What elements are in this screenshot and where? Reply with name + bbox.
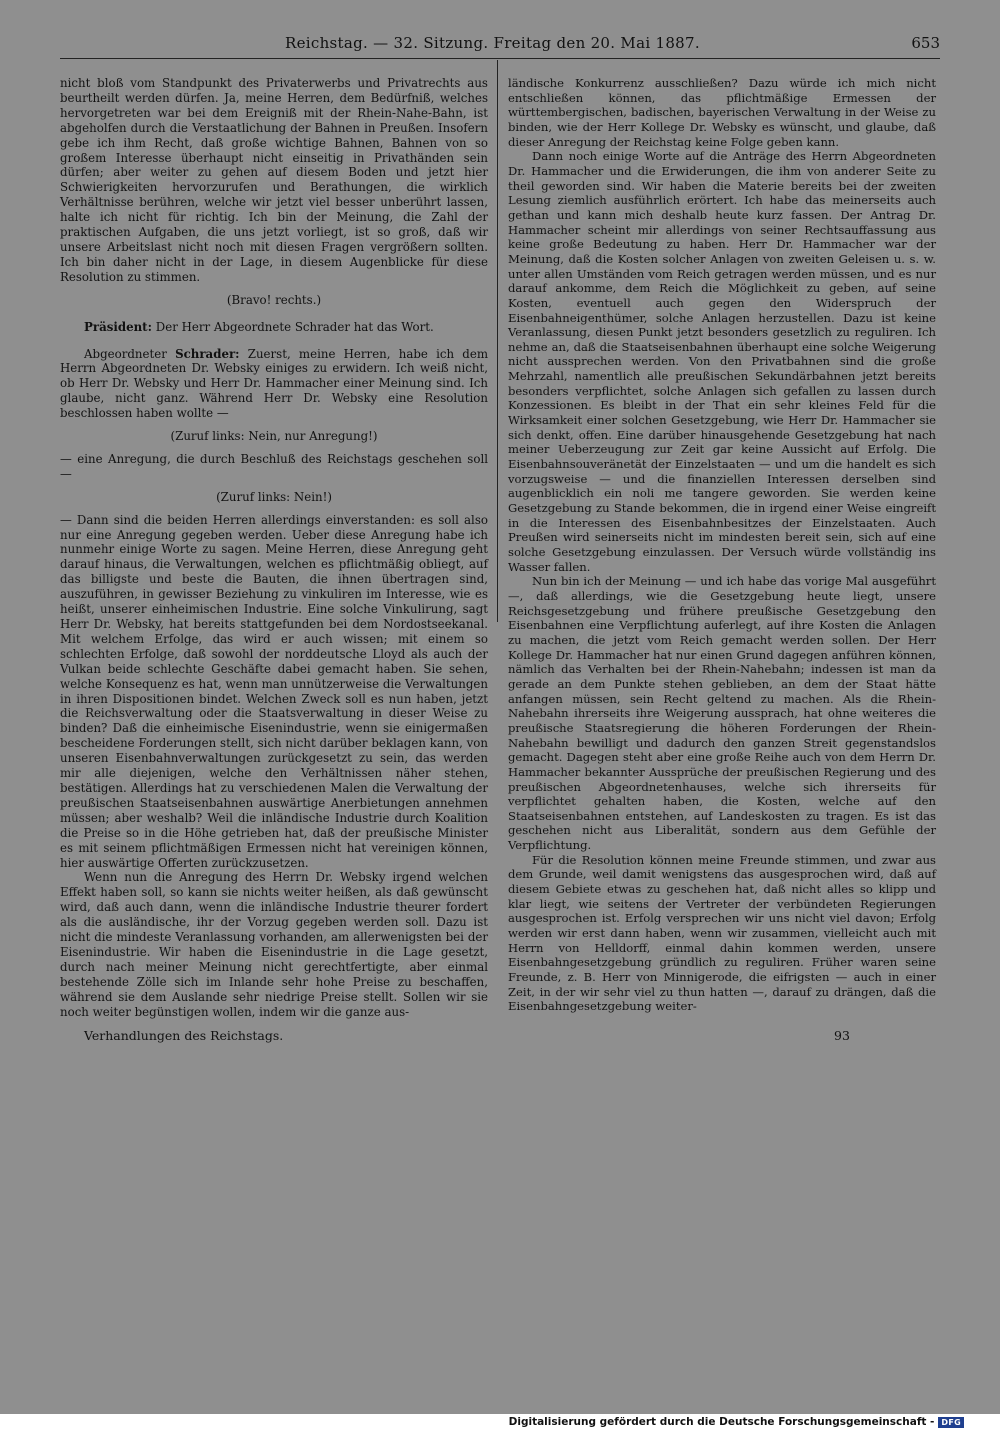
- interjection: (Zuruf links: Nein, nur Anregung!): [170, 429, 378, 444]
- dfg-logo: DFG: [938, 1417, 964, 1428]
- header-rule: [60, 58, 940, 59]
- interjection: (Bravo! rechts.): [226, 292, 322, 307]
- running-title: Reichstag. — 32. Sitzung. Freitag den 20. Mai 1887.: [285, 34, 700, 52]
- page-number: 653: [911, 34, 940, 52]
- president-statement: [60, 320, 488, 335]
- speech-start: [60, 347, 488, 422]
- paragraph: Nun bin ich der Meinung — und ich habe das vorige Mal ausgeführt —, daß allerdings, wie die Gesetzgebung heute liegt, unsere Reichsgesetzgebung und frühere preußische Gesetzgebung den Eisenbahnen eine Verpflichtung auferlegt, auf ihre Kosten die Anlagen zu machen, die jetzt vom Reich gemacht werden sollen. Der Herr Kollege Dr. Hammacher hat nur einen Grund dagegen anführen können, nämlich das Verhalten bei der Rhein-Nahebahn; indessen ist man da gerade an dem Punkte stehen geblieben, an dem der Staat hätte anfangen müssen, sein Recht geltend zu machen. Als die Rhein-Nahebahn ihrerseits ihre Weigerung aussprach, hat ohne weiteres die preußische Staatsregierung die höheren Forderungen der Rhein-Nahebahn bewilligt und dadurch den ganzen Streit gegenstandslos gemacht. Dagegen steht aber eine große Reihe auch von dem Herrn Dr. Hammacher bekannter Aussprüche der preußischen Regierung und des preußischen Abgeordnetenhauses, welche sich ihrerseits für verpflichtet gehalten haben, die Kosten, welche auf den Staatseisenbahnen entstehen, auf Landeskosten zu tragen. Es ist das geschehen nicht aus Liberalität, sondern aus dem Gefühle der Verpflichtung.: [508, 574, 936, 853]
- speaker-name: Schrader:: [175, 346, 240, 361]
- speech-text: Zuerst, meine Herren, habe ich dem Herrn Abgeordneten Dr. Websky einiges zu erwidern. Ich weiß nicht, ob Herr Dr. Websky und Herr Dr. Hammacher einer Meinung sind. Ich glaube, nicht ganz. Während Herr Dr. Websky eine Resolution beschlossen haben wollte —: [60, 346, 489, 421]
- signature-mark: 93: [834, 1028, 850, 1043]
- speaker-label: Präsident:: [84, 319, 152, 334]
- column-divider: [497, 60, 498, 622]
- paragraph: Für die Resolution können meine Freunde stimmen, und zwar aus dem Grunde, weil damit wenigstens das ausgesprochen wird, daß auf diesem Gebiete etwas zu geschehen hat, daß nicht alles so klipp und klar liegt, wie seitens der Vertreter der verbündeten Regierungen ausgesprochen ist. Erfolg versprechen wir uns nicht viel davon; Erfolg werden wir erst dann haben, wenn wir zusammen, vielleicht auch mit Herrn von Helldorff, einmal dahin kommen werden, unsere Eisenbahngesetzgebung gründlich zu reguliren. Früher waren seine Freunde, z. B. Herr von Minnigerode, die eifrigsten — auch in einer Zeit, in der wir sehr viel zu thun hatten —, darauf zu drängen, daß die Eisenbahngesetzgebung weiter-: [508, 852, 936, 1014]
- interjection: (Zuruf links: Nein!): [216, 489, 332, 504]
- paragraph: Dann noch einige Worte auf die Anträge des Herrn Abgeordneten Dr. Hammacher und die Erwiderungen, die ihm von anderer Seite zu theil geworden sind. Wir haben die Materie bereits bei der zweiten Lesung ziemlich ausführlich erörtert. Ich habe das meinerseits auch gethan und kann mich deshalb heute kurz fassen. Der Antrag Dr. Hammacher scheint mir allerdings von seiner Rechtsauffassung aus keine große Bedeutung zu haben. Herr Dr. Hammacher war der Meinung, daß die Kosten solcher Anlagen von zweiten Geleisen u. s. w. unter allen Umständen vom Reich getragen werden müssen, und es nur darauf ankomme, dem Reich die Möglichkeit zu geben, auf seine Kosten, eventuell auch gegen den Widerspruch der Eisenbahneigenthümer, solche Anlagen herzustellen. Dazu ist keine Veranlassung, diesen Punkt jetzt besonders gesetzlich zu reguliren. Ich nehme an, daß die Staatseisenbahnen überhaupt eine solche Weigerung nicht aussprechen werden. Von den Privatbahnen sind die große Mehrzahl, namentlich alle preußischen Sekundärbahnen jetzt bereits besonders verpflichtet, solche Anlagen sich gefallen zu lassen durch Konzessionen. Es bleibt in der That ein sehr kleines Feld für die Wirksamkeit einer solchen Gesetzgebung, wie Herr Dr. Hammacher sie sich denkt, offen. Eine darüber hinausgehende Gesetzgebung hat nach meiner Ueberzeugung zur Zeit gar keine Aussicht auf Erfolg. Die Eisenbahnsouveränetät der Einzelstaaten — und um die handelt es sich vorzugsweise — und die finanziellen Interessen derselben sind augenblicklich ein noli me tangere geworden. Sie werden keine Gesetzgebung zu Stande bekommen, die in irgend einer Weise eingreift in die Interessen des Eisenbahnbesitzes der Einzelstaaten. Auch Preußen wird seinerseits nicht im mindesten bereit sein, sich auf eine solche Gesetzgebung einzulassen. Der Versuch würde vollständig ins Wasser fallen.: [508, 149, 936, 574]
- speaker-prefix: Abgeordneter: [84, 346, 167, 361]
- paragraph: — Dann sind die beiden Herren allerdings einverstanden: es soll also nur eine Anregung gegeben werden. Ueber diese Anregung habe ich nunmehr einige Worte zu sagen. Meine Herren, diese Anregung geht darauf hinaus, die Verwaltungen, welchen es pflichtmäßig obliegt, auf das billigste und beste die Bauten, die ihnen übertragen sind, auszuführen, in gewisser Beziehung zu vinkuliren im Interesse, wie es heißt, unserer einheimischen Industrie. Eine solche Vinkulirung, sagt Herr Dr. Websky, hat bereits stattgefunden bei dem Nordostseekanal. Mit welchem Erfolge, das wird er auch wissen; mit einem so schlechten Erfolge, daß sowohl der norddeutsche Lloyd als auch der Vulkan beide schlechte Geschäfte dabei gemacht haben. Sie sehen, welche Konsequenz es hat, wenn man unnützerweise die Verwaltungen in ihren Dispositionen bindet. Welchen Zweck soll es nun haben, jetzt die Reichsverwaltung oder die Staatsverwaltung in dieser Weise zu binden? Daß die einheimische Eisenindustrie, wenn sie einigermaßen bescheidene Forderungen stellt, sich nicht darüber beklagen kann, von unseren Eisenbahnverwaltungen zurückgesetzt zu sein, das werden mir alle diejenigen, welche den Verhältnissen näher stehen, bestätigen. Allerdings hat zu verschiedenen Malen die Verwaltung der preußischen Staatseisenbahnen auswärtige Anerbietungen annehmen müssen; aber weshalb? Weil die inländische Industrie durch Koalition die Preise so in die Höhe getrieben hat, daß der preußische Minister es mit seinem pflichtmäßigen Ermessen nicht hat vereinigen können, hier auswärtige Offerten zurückzusetzen.: [60, 512, 488, 870]
- right-column: [508, 76, 936, 1014]
- page-header: [60, 34, 940, 56]
- paragraph: ländische Konkurrenz ausschließen? Dazu würde ich mich nicht entschließen können, das pflichtmäßige Ermessen der württembergischen, badischen, bayerischen Verwaltung in der Weise zu binden, wie der Herr Kollege Dr. Websky es wünscht, und glaube, daß dieser Anregung der Reichstag keine Folge geben kann.: [508, 76, 936, 149]
- paragraph: — eine Anregung, die durch Beschluß des Reichstags geschehen soll —: [60, 451, 488, 481]
- credit-text: Digitalisierung gefördert durch die Deutsche Forschungsgemeinschaft -: [508, 1416, 935, 1428]
- paragraph: Wenn nun die Anregung des Herrn Dr. Websky irgend welchen Effekt haben soll, so kann sie nichts weiter heißen, als daß gewünscht wird, daß auch dann, wenn die inländische Industrie theurer fordert als die ausländische, ihr der Vorzug gegeben werden soll. Dazu ist nicht die mindeste Veranlassung vorhanden, am allerwenigsten bei der Eisenindustrie. Wir haben die Eisenindustrie in die Lage gesetzt, durch nach meiner Meinung nicht gerechtfertigte, aber einmal bestehende Zölle sich im Inlande sehr hohe Preise zu beschaffen, während sie dem Auslande sehr niedrige Preise stellt. Sollen wir sie noch weiter begünstigen wollen, indem wir die ganze aus-: [60, 870, 488, 1019]
- statement-text: Der Herr Abgeordnete Schrader hat das Wort.: [155, 319, 434, 334]
- paragraph: nicht bloß vom Standpunkt des Privaterwerbs und Privatrechts aus beurtheilt werden dürfen. Ja, meine Herren, dem Bedürfniß, welches hervorgetreten war bei dem Ereigniß mit der Rhein-Nahe-Bahn, ist abgeholfen durch die Verstaatlichung der Bahnen in Preußen. Insofern gebe ich ihm Recht, daß große wichtige Bahnen, Bahnen von so großem Interesse überhaupt nicht einseitig in Privathänden sein dürfen; aber weiter zu gehen auf diesem Boden und jetzt hier Schwierigkeiten hervorzurufen und Berathungen, die wirklich Verhältnisse berühren, welche wir jetzt viel besser unberührt lassen, halte ich nicht für richtig. Ich bin der Meinung, die Zahl der praktischen Aufgaben, die uns jetzt vorliegt, ist so groß, daß wir unsere Arbeitslast nicht noch mit diesen Fragen vergrößern sollten. Ich bin daher nicht in der Lage, in diesem Augenblicke für diese Resolution zu stimmen.: [60, 76, 488, 284]
- footer-publication: Verhandlungen des Reichstags.: [84, 1028, 284, 1043]
- digitization-credit: [509, 1416, 964, 1428]
- left-column: [60, 76, 488, 1019]
